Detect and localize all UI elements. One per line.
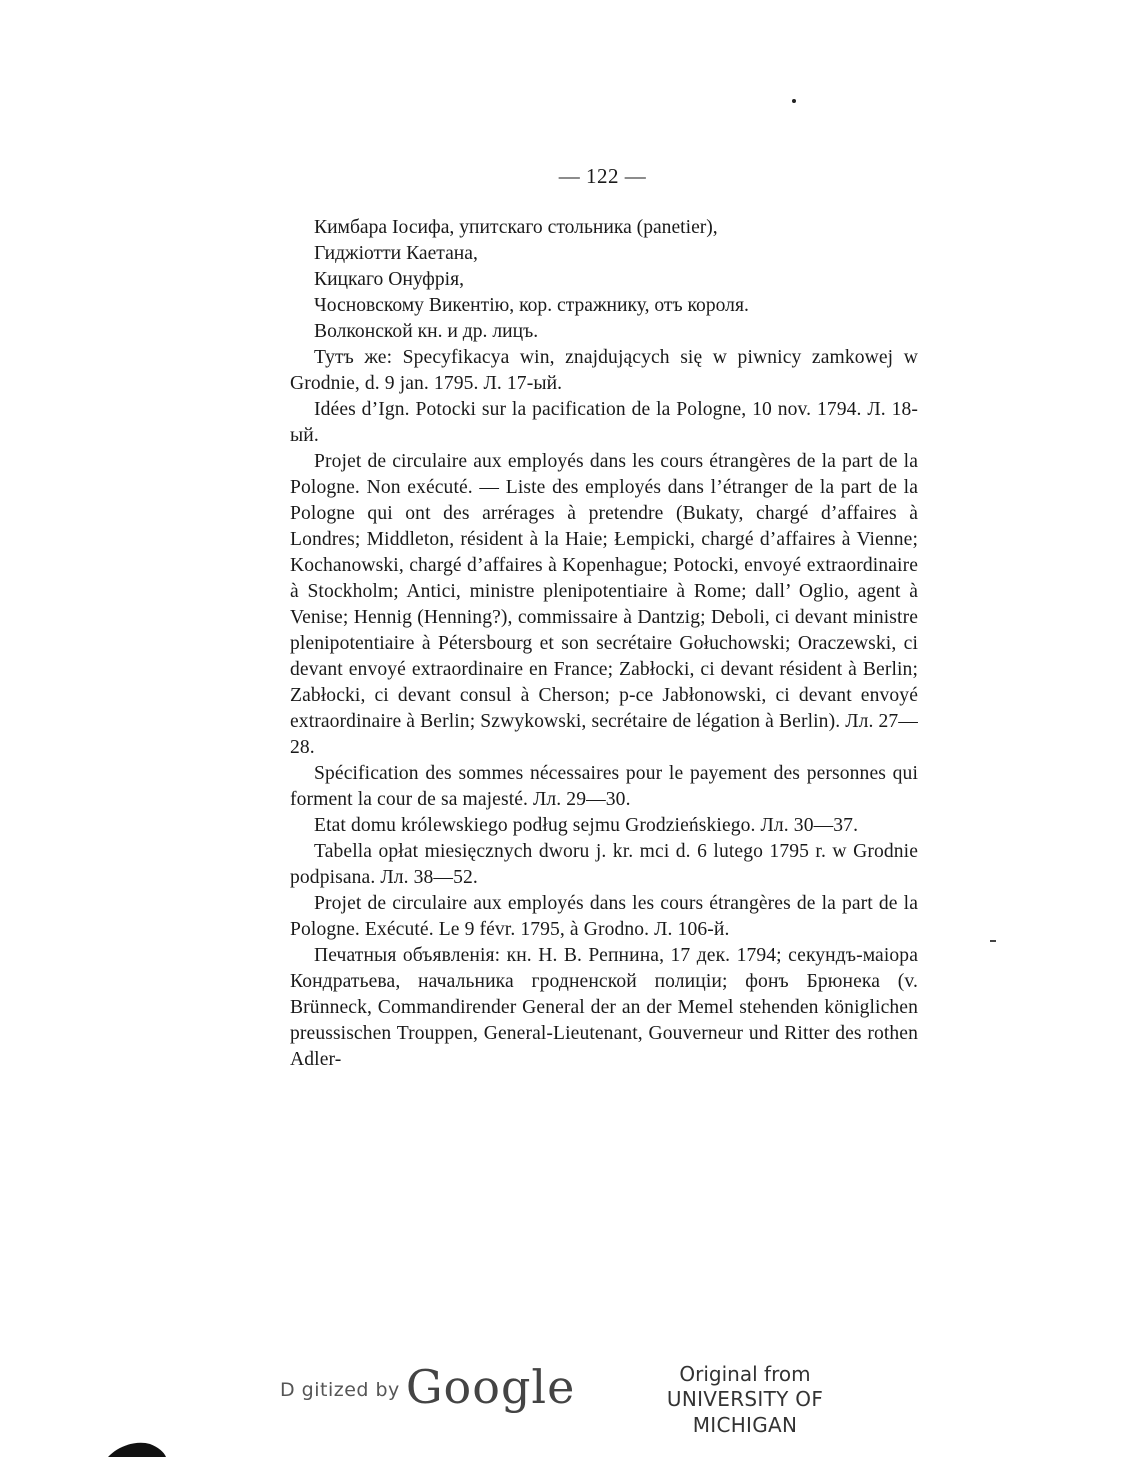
paragraph: Etat domu królewskiego podług sejmu Grodzieńskiego. Лл. 30—37. bbox=[314, 815, 859, 836]
margin-mark bbox=[990, 940, 996, 942]
paragraph: Projet de circulaire aux employés dans les cours étrangères de la part de la Pologne. Exécuté. Le 9 févr. 1795, à Grodno. Л. 106-й. bbox=[290, 893, 918, 940]
page-text bbox=[290, 215, 918, 1073]
university-label: UNIVERSITY OF MICHIGAN bbox=[666, 1387, 824, 1437]
paragraph: Печатныя объявленія: кн. Н. В. Репнина, 17 дек. 1794; секундъ-маіора Кондратьева, начальника гродненской полиціи; фонъ Брюнека (v. Brünneck, Commandirender General der an der Memel stehenden königlichen preussischen Trouppen, General-Lieutenant, Gouverneur und Ritter des rothen Adler- bbox=[290, 945, 918, 1070]
digitized-by-label: D gitized by bbox=[280, 1379, 400, 1401]
list-line: Волконской кн. и др. лицъ. bbox=[314, 321, 539, 342]
list-line: Гиджіотти Каетана, bbox=[314, 243, 478, 264]
paragraph: Tabella opłat miesięcznych dworu j. kr. mci d. 6 lutego 1795 r. w Grodnie podpisana. Лл. 38—52. bbox=[290, 841, 918, 888]
paragraph: Spécification des sommes nécessaires pour le payement des personnes qui forment la cour de sa majesté. Лл. 29—30. bbox=[290, 763, 918, 810]
google-logo: Google bbox=[405, 1360, 576, 1414]
list-line: Чосновскому Викентію, кор. стражнику, отъ короля. bbox=[314, 295, 749, 316]
paragraph: Projet de circulaire aux employés dans les cours étrangères de la part de la Pologne. Non exécuté. — Liste des employés dans l’étranger de la part de la Pologne qui ont des arrérages à pretendre (Bukaty, chargé d’affaires à Londres; Middleton, résident à la Haie; Łempicki, chargé d’affaires à Vienne; Kochanowski, chargé d’affaires à Kopenhague; Potocki, envoyé extraordinaire à Stockholm; Antici, ministre plenipotentiaire à Rome; dall’ Oglio, agent à Venise; Hennig (Henning?), commissaire à Dantzig; Deboli, ci devant ministre plenipotentiaire à Pétersbourg et son secrétaire Gołuchowski; Oraczewski, ci devant envoyé extraordinaire en France; Zabłocki, ci devant résident à Berlin; Zabłocki, ci devant consul à Cherson; p-ce Jabłonowski, ci devant envoyé extraordinaire à Berlin; Szwykowski, secrétaire de légation à Berlin). Лл. 27—28. bbox=[290, 451, 918, 758]
original-from-watermark bbox=[620, 1362, 870, 1438]
digitized-by-watermark bbox=[280, 1360, 576, 1414]
paragraph: Idées d’Ign. Potocki sur la pacification de la Pologne, 10 nov. 1794. Л. 18-ый. bbox=[290, 399, 918, 446]
paragraph: Тутъ же: Specyfikacya win, znajdujących się w piwnicy zamkowej w Grodnie, d. 9 jan. 1795. Л. 17-ый. bbox=[290, 347, 918, 394]
original-from-label: Original from bbox=[679, 1362, 811, 1386]
page-number: — 122 — bbox=[558, 164, 647, 188]
scan-smudge bbox=[108, 1440, 166, 1458]
speck-mark bbox=[792, 99, 796, 103]
list-line: Кицкаго Онуфрія, bbox=[314, 269, 464, 290]
list-line: Кимбара Іосифа, упитскаго стольника (panetier), bbox=[314, 217, 718, 238]
